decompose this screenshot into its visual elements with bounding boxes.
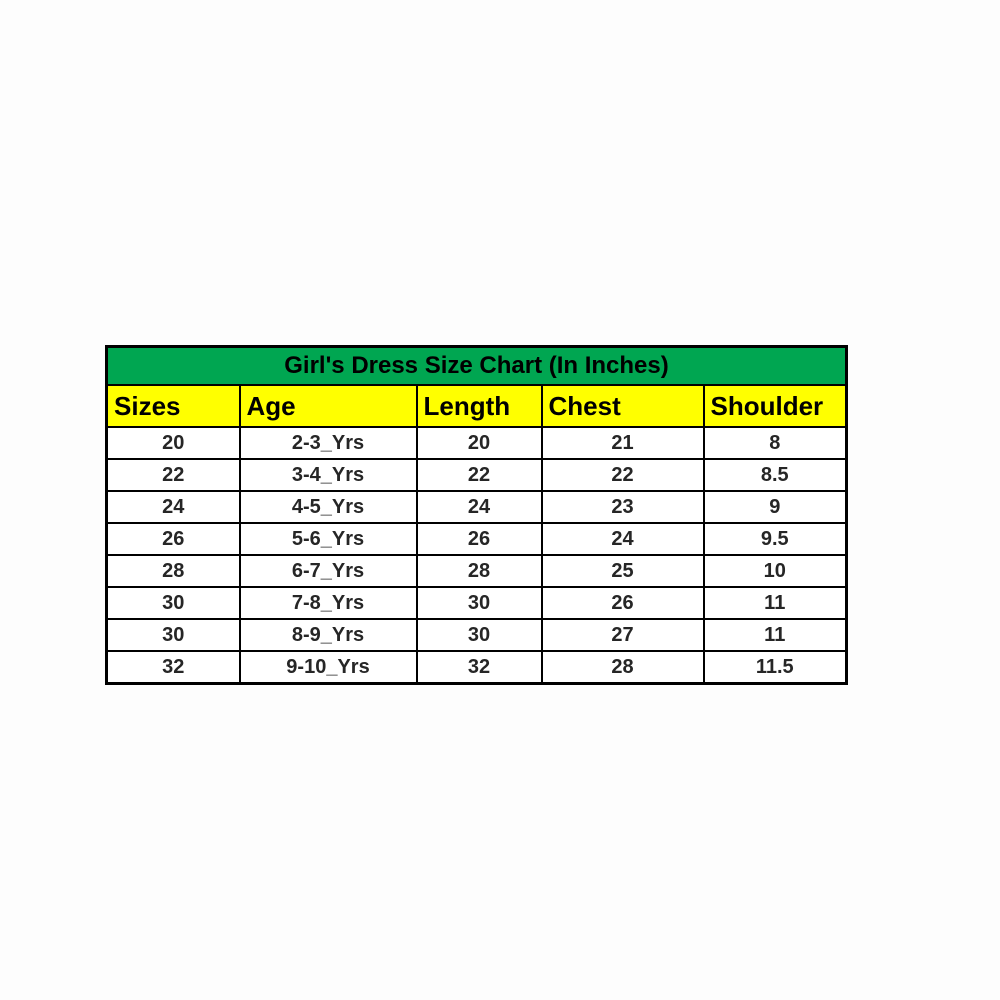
table-cell: 2-3_Yrs	[240, 427, 417, 459]
table-cell: 9-10_Yrs	[240, 651, 417, 684]
size-chart-body	[107, 427, 847, 684]
column-header-sizes: Sizes	[107, 385, 240, 427]
table-cell: 11	[704, 587, 847, 619]
table-cell: 30	[417, 619, 542, 651]
table-cell: 21	[542, 427, 704, 459]
column-header-age: Age	[240, 385, 417, 427]
chart-title: Girl's Dress Size Chart (In Inches)	[107, 347, 847, 386]
table-cell: 32	[107, 651, 240, 684]
table-cell: 22	[417, 459, 542, 491]
table-cell: 30	[107, 587, 240, 619]
chart-title-row	[107, 347, 847, 386]
table-cell: 28	[417, 555, 542, 587]
table-cell: 26	[542, 587, 704, 619]
table-cell: 8	[704, 427, 847, 459]
table-cell: 26	[417, 523, 542, 555]
column-header-row	[107, 385, 847, 427]
table-cell: 22	[107, 459, 240, 491]
table-cell: 11.5	[704, 651, 847, 684]
table-cell: 5-6_Yrs	[240, 523, 417, 555]
table-cell: 26	[107, 523, 240, 555]
table-cell: 9	[704, 491, 847, 523]
table-cell: 6-7_Yrs	[240, 555, 417, 587]
table-row	[107, 459, 847, 491]
size-chart-table	[105, 345, 848, 685]
table-cell: 3-4_Yrs	[240, 459, 417, 491]
table-cell: 24	[107, 491, 240, 523]
table-cell: 20	[417, 427, 542, 459]
table-row	[107, 651, 847, 684]
table-cell: 8-9_Yrs	[240, 619, 417, 651]
table-cell: 9.5	[704, 523, 847, 555]
table-cell: 23	[542, 491, 704, 523]
column-header-shoulder: Shoulder	[704, 385, 847, 427]
table-cell: 22	[542, 459, 704, 491]
table-cell: 28	[542, 651, 704, 684]
table-cell: 27	[542, 619, 704, 651]
table-row	[107, 523, 847, 555]
table-cell: 24	[542, 523, 704, 555]
table-row	[107, 555, 847, 587]
table-cell: 4-5_Yrs	[240, 491, 417, 523]
table-cell: 25	[542, 555, 704, 587]
table-cell: 10	[704, 555, 847, 587]
table-cell: 11	[704, 619, 847, 651]
table-cell: 7-8_Yrs	[240, 587, 417, 619]
table-cell: 30	[417, 587, 542, 619]
table-cell: 32	[417, 651, 542, 684]
table-row	[107, 587, 847, 619]
table-cell: 30	[107, 619, 240, 651]
table-cell: 28	[107, 555, 240, 587]
column-header-length: Length	[417, 385, 542, 427]
column-header-chest: Chest	[542, 385, 704, 427]
table-cell: 8.5	[704, 459, 847, 491]
table-cell: 24	[417, 491, 542, 523]
table-row	[107, 619, 847, 651]
table-cell: 20	[107, 427, 240, 459]
table-row	[107, 491, 847, 523]
table-row	[107, 427, 847, 459]
